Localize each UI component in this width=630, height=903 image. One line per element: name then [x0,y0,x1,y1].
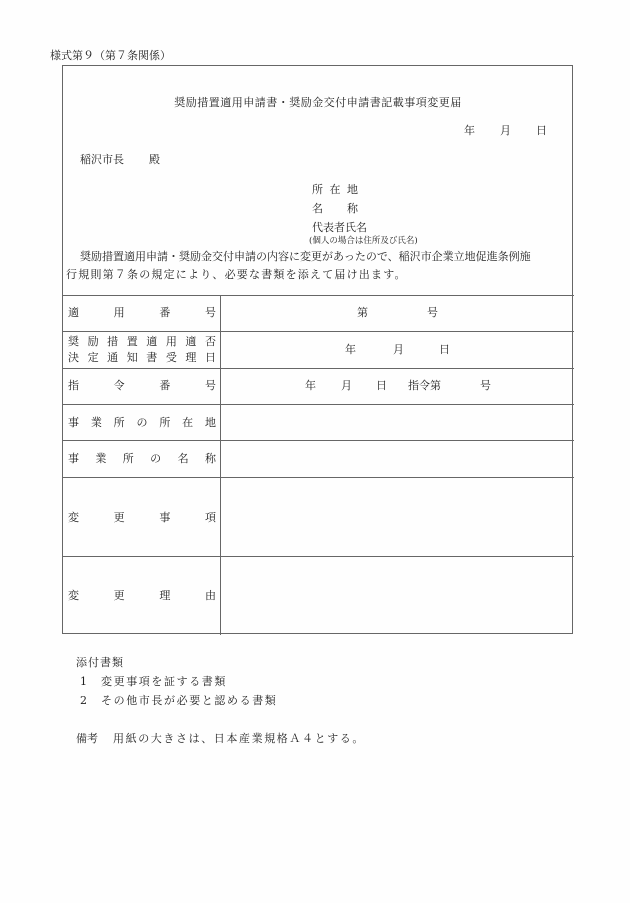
table-rule [62,368,574,369]
applicant-note: (個人の場合は住所及び氏名) [309,236,418,246]
row-label-change-reason: 変 更 理 由 [68,589,216,602]
body-text-line2: 行規則第７条の規定により、必要な書類を添えて届け出ます。 [66,268,407,281]
form-title: 奨励措置適用申請書・奨励金交付申請書記載事項変更届 [174,96,462,109]
form-number: 様式第９（第７条関係） [50,49,171,62]
applicant-address-label: 所 在 地 [312,183,358,196]
attachment-number: 2 [80,694,87,707]
row-value-change-reason[interactable] [221,557,574,634]
addressee-honorific: 殿 [149,153,160,166]
remarks-label: 備考 [76,732,98,745]
attachments-heading: 添付書類 [76,656,124,669]
applicant-representative-label: 代表者氏名 [312,221,367,234]
body-text-line1: 奨励措置適用申請・奨励金交付申請の内容に変更があったので、稲沢市企業立地促進条例施 [80,250,531,263]
row-label-change-items: 変 更 事 項 [68,511,216,524]
row-label-office-name: 事 業 所 の 名 称 [68,452,216,465]
date-year: 年 [464,124,475,137]
row-label-office-address: 事 業 所 の 所 在 地 [68,416,216,429]
attachment-item: その他市長が必要と認める書類 [101,694,278,707]
row-label-application-number: 適 用 番 号 [68,306,216,319]
attachment-item: 変更事項を証する書類 [101,675,227,688]
row-value-change-items[interactable] [221,478,574,555]
row-label-decision-notice-date: 奨 励 措 置 適 用 適 否 決 定 通 知 書 受 理 日 [68,335,216,364]
table-rule [62,331,574,332]
applicant-name-label: 名 称 [312,202,358,215]
remarks-text: 用紙の大きさは、日本産業規格Ａ４とする。 [113,732,365,745]
attachment-number: 1 [80,675,87,688]
table-rule [62,295,574,296]
row-label-order-number: 指 令 番 号 [68,379,216,392]
date-month: 月 [500,124,511,137]
row-value-office-name[interactable] [221,441,574,476]
date-day: 日 [536,124,547,137]
addressee-name: 稲沢市長 [80,153,124,166]
row-value-office-address[interactable] [221,405,574,440]
